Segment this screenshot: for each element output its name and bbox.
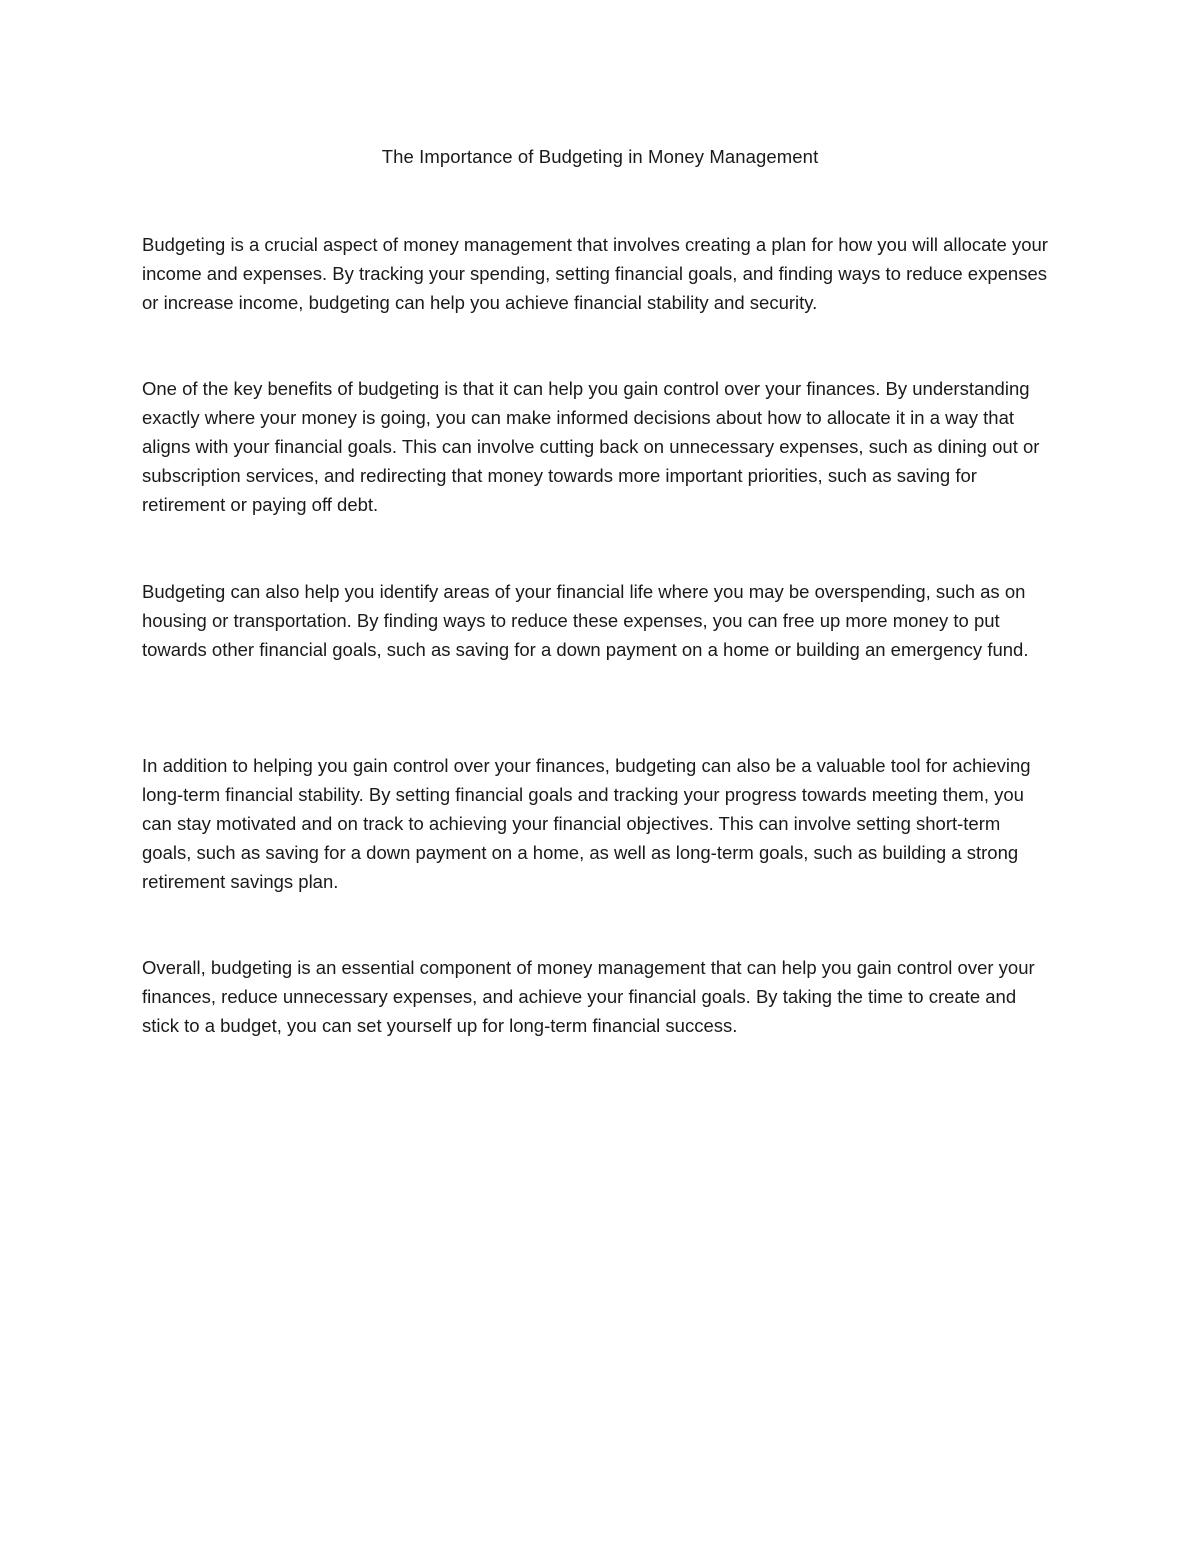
- paragraph-2: One of the key benefits of budgeting is that it can help you gain control over your finances. By understanding exactly where your money is going, you can make informed decisions about how to allocate it in a way that aligns with your financial goals. This can involve cutting back on unnecessary expenses, such as dining out or subscription services, and redirecting that money towards more important priorities, such as saving for retirement or paying off debt.: [142, 378, 1040, 515]
- document-title: The Importance of Budgeting in Money Management: [381, 146, 819, 167]
- paragraph-4: In addition to helping you gain control over your finances, budgeting can also be a valuable tool for achieving long-term financial stability. By setting financial goals and tracking your progress towards meeting them, you can stay motivated and on track to achieving your financial objectives. This can involve setting short-term goals, such as saving for a down payment on a home, as well as long-term goals, such as building a strong retirement savings plan.: [142, 755, 1031, 892]
- paragraph-5: Overall, budgeting is an essential component of money management that can help you gain control over your finances, reduce unnecessary expenses, and achieve your financial goals. By taking the time to create and stick to a budget, you can set yourself up for long-term financial success.: [142, 957, 1035, 1036]
- paragraph-3: Budgeting can also help you identify areas of your financial life where you may be overspending, such as on housing or transportation. By finding ways to reduce these expenses, you can free up more money to put towards other financial goals, such as saving for a down payment on a home or building an emergency fund.: [142, 581, 1029, 660]
- paragraph-1: Budgeting is a crucial aspect of money management that involves creating a plan for how you will allocate your income and expenses. By tracking your spending, setting financial goals, and finding ways to reduce expenses or increase income, budgeting can help you achieve financial stability and security.: [142, 234, 1048, 313]
